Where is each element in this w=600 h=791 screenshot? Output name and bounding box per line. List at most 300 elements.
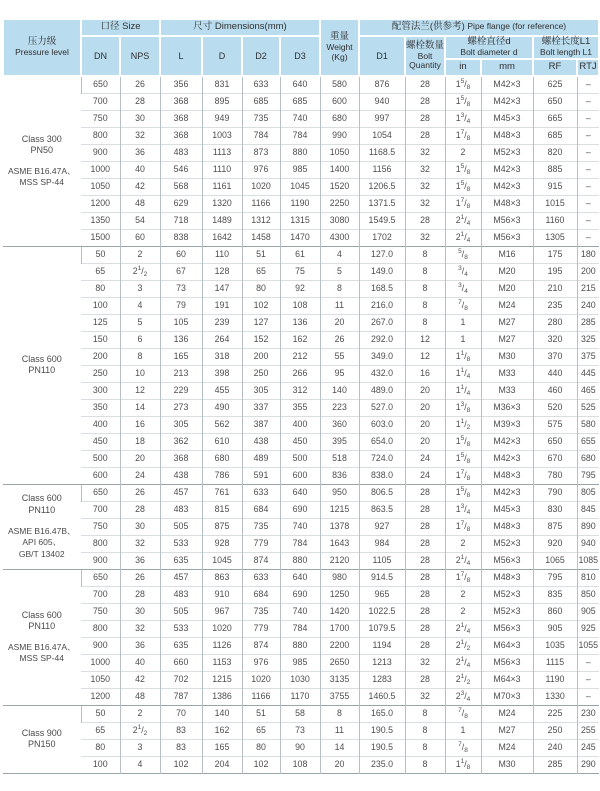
section-class-label: Class 900 PN150: [21, 727, 62, 750]
table-cell: –: [577, 178, 599, 195]
table-cell: 873: [242, 144, 280, 161]
table-cell: M27: [481, 314, 533, 331]
table-cell: 1170: [280, 688, 320, 705]
table-cell: 780: [533, 467, 577, 484]
table-cell: 26: [120, 76, 160, 94]
table-cell: 356: [160, 76, 202, 94]
table-cell: 102: [242, 297, 280, 314]
table-cell: 83: [160, 739, 202, 756]
table-cell: $1^5/_8$: [445, 450, 481, 467]
table-cell: 4: [120, 297, 160, 314]
table-cell: –: [577, 195, 599, 212]
table-cell: 580: [320, 76, 359, 94]
table-row: [3, 501, 599, 518]
table-cell: 20: [120, 450, 160, 467]
table-cell: 779: [242, 535, 280, 552]
table-cell: 28: [405, 552, 445, 569]
table-row: [3, 280, 599, 297]
table-cell: 235.0: [359, 756, 405, 773]
col-header-d3: D3: [280, 36, 320, 76]
table-cell: 28: [405, 212, 445, 229]
col-header-pressure-level: [3, 19, 81, 76]
table-cell: 267.0: [359, 314, 405, 331]
table-cell: 1200: [81, 688, 120, 705]
group-header-bolt-length: [533, 36, 599, 59]
table-cell: 1312: [242, 212, 280, 229]
table-cell: $2^1/_2$: [120, 263, 160, 280]
table-cell: M30: [481, 348, 533, 365]
table-cell: 108: [280, 756, 320, 773]
table-cell: 640: [280, 76, 320, 94]
table-cell: 860: [533, 603, 577, 620]
table-row: [3, 637, 599, 654]
table-cell: M56×3: [481, 620, 533, 637]
table-cell: 700: [81, 93, 120, 110]
table-cell: 635: [160, 637, 202, 654]
table-cell: 40: [120, 654, 160, 671]
table-cell: 1305: [533, 229, 577, 246]
table-cell: 150: [81, 331, 120, 348]
table-cell: 12: [405, 331, 445, 348]
table-cell: 2: [445, 144, 481, 161]
table-cell: 985: [280, 654, 320, 671]
table-cell: 162: [202, 722, 242, 739]
table-cell: 40: [120, 161, 160, 178]
section-label: [3, 705, 81, 773]
table-cell: 1030: [280, 671, 320, 688]
table-cell: 273: [160, 399, 202, 416]
weight-unit: (Kg): [331, 51, 348, 62]
table-cell: M45×3: [481, 110, 533, 127]
table-cell: 1549.5: [359, 212, 405, 229]
table-cell: 1020: [202, 620, 242, 637]
table-cell: $1^1/_2$: [445, 416, 481, 433]
table-cell: 70: [160, 705, 202, 722]
table-cell: 702: [160, 671, 202, 688]
table-cell: 815: [202, 501, 242, 518]
table-cell: $1^3/_4$: [445, 110, 481, 127]
table-cell: 28: [405, 110, 445, 127]
table-cell: 65: [242, 263, 280, 280]
table-cell: 28: [405, 586, 445, 603]
table-cell: 1330: [533, 688, 577, 705]
table-cell: 136: [280, 314, 320, 331]
table-cell: 1: [445, 722, 481, 739]
table-cell: $1^3/_8$: [445, 399, 481, 416]
table-cell: 30: [120, 110, 160, 127]
table-cell: 610: [202, 433, 242, 450]
table-cell: 650: [533, 93, 577, 110]
table-cell: 14: [320, 739, 359, 756]
table-cell: $1^3/_4$: [445, 501, 481, 518]
table-cell: $2^3/_4$: [445, 688, 481, 705]
table-cell: 650: [81, 484, 120, 501]
table-cell: 16: [120, 416, 160, 433]
table-row: [3, 484, 599, 501]
col-header-rtj: RTJ: [577, 59, 599, 76]
table-cell: 215: [577, 280, 599, 297]
table-cell: 984: [359, 535, 405, 552]
group-header-bolt-diameter: [445, 36, 533, 59]
table-cell: 368: [160, 127, 202, 144]
table-cell: 640: [280, 484, 320, 501]
table-body: [3, 76, 599, 774]
table-cell: 600: [280, 467, 320, 484]
table-cell: 102: [160, 756, 202, 773]
table-cell: 680: [320, 110, 359, 127]
table-cell: 28: [405, 620, 445, 637]
table-cell: 79: [160, 297, 202, 314]
table-cell: 967: [202, 603, 242, 620]
bolt-diameter-en: Bolt diameter d: [460, 46, 518, 57]
table-cell: 5: [320, 263, 359, 280]
table-cell: 591: [242, 467, 280, 484]
table-cell: 950: [320, 484, 359, 501]
table-cell: 28: [405, 93, 445, 110]
table-cell: $^3/_4$: [445, 263, 481, 280]
table-cell: 1000: [81, 654, 120, 671]
table-cell: 128: [202, 263, 242, 280]
table-cell: 3755: [320, 688, 359, 705]
table-cell: 73: [280, 722, 320, 739]
table-cell: 500: [81, 450, 120, 467]
table-cell: 54: [120, 212, 160, 229]
table-cell: 8: [120, 348, 160, 365]
table-header: [3, 19, 599, 76]
col-header-weight: [320, 19, 359, 76]
table-cell: 204: [202, 756, 242, 773]
table-cell: 58: [280, 705, 320, 722]
table-row: [3, 535, 599, 552]
table-cell: 633: [242, 569, 280, 586]
table-cell: 1054: [359, 127, 405, 144]
table-cell: 162: [280, 331, 320, 348]
table-row: [3, 467, 599, 484]
table-cell: 580: [577, 416, 599, 433]
table-row: [3, 518, 599, 535]
table-cell: 195: [533, 263, 577, 280]
table-cell: 1110: [202, 161, 242, 178]
table-cell: 1020: [242, 178, 280, 195]
table-cell: 60: [120, 229, 160, 246]
table-cell: 24: [120, 467, 160, 484]
table-cell: 48: [120, 688, 160, 705]
table-cell: 1115: [533, 654, 577, 671]
table-cell: 285: [533, 756, 577, 773]
table-cell: M48×3: [481, 467, 533, 484]
table-cell: 3: [120, 739, 160, 756]
table-cell: 51: [242, 246, 280, 263]
table-cell: 928: [202, 535, 242, 552]
table-cell: 786: [202, 467, 242, 484]
table-cell: 1500: [81, 229, 120, 246]
table-cell: 600: [81, 467, 120, 484]
table-cell: $1^1/_8$: [445, 348, 481, 365]
table-cell: 1378: [320, 518, 359, 535]
table-cell: 625: [533, 76, 577, 94]
table-cell: 65: [81, 263, 120, 280]
table-cell: 320: [533, 331, 577, 348]
table-cell: 250: [242, 365, 280, 382]
table-cell: 1166: [242, 195, 280, 212]
table-cell: 216.0: [359, 297, 405, 314]
table-cell: 20: [405, 416, 445, 433]
table-cell: 1020: [242, 671, 280, 688]
table-cell: 2: [120, 705, 160, 722]
table-cell: 42: [120, 178, 160, 195]
table-cell: 20: [405, 382, 445, 399]
table-cell: 735: [242, 110, 280, 127]
table-cell: $1^1/_8$: [445, 756, 481, 773]
table-cell: 83: [160, 722, 202, 739]
table-cell: 940: [359, 93, 405, 110]
table-cell: 42: [120, 671, 160, 688]
table-cell: M16: [481, 246, 533, 263]
table-row: [3, 348, 599, 365]
table-row: [3, 263, 599, 280]
section-class-label: Class 600 PN110: [21, 353, 62, 376]
table-cell: 684: [242, 586, 280, 603]
pipe-flange-cn: 配管法兰(供参考): [391, 21, 465, 33]
table-cell: 700: [81, 501, 120, 518]
table-cell: 895: [202, 93, 242, 110]
table-cell: 11: [320, 722, 359, 739]
table-cell: 880: [280, 637, 320, 654]
table-cell: $1^5/_8$: [445, 484, 481, 501]
table-cell: 32: [120, 535, 160, 552]
table-cell: 640: [280, 569, 320, 586]
table-cell: 28: [405, 603, 445, 620]
table-cell: $1^5/_8$: [445, 93, 481, 110]
table-cell: 1643: [320, 535, 359, 552]
table-cell: 845: [577, 501, 599, 518]
section-standard-label: ASME B16.47A、 MSS SP-44: [7, 641, 76, 664]
table-cell: 127: [242, 314, 280, 331]
table-cell: 8: [405, 705, 445, 722]
table-cell: 8: [405, 722, 445, 739]
table-cell: $1^1/_4$: [445, 365, 481, 382]
table-cell: 1022.5: [359, 603, 405, 620]
table-cell: 600: [320, 93, 359, 110]
table-cell: 80: [242, 280, 280, 297]
table-cell: 285: [577, 314, 599, 331]
table-cell: 990: [320, 127, 359, 144]
table-cell: 190.5: [359, 722, 405, 739]
table-row: [3, 569, 599, 586]
table-cell: 105: [160, 314, 202, 331]
table-row: [3, 365, 599, 382]
table-cell: $1^1/_4$: [445, 382, 481, 399]
table-cell: 787: [160, 688, 202, 705]
table-cell: 28: [405, 501, 445, 518]
table-cell: 790: [533, 484, 577, 501]
table-row: [3, 603, 599, 620]
table-cell: 900: [81, 144, 120, 161]
table-cell: 660: [160, 654, 202, 671]
table-cell: 655: [577, 433, 599, 450]
table-cell: M24: [481, 739, 533, 756]
table-cell: 32: [405, 161, 445, 178]
table-cell: 800: [81, 127, 120, 144]
table-cell: 650: [81, 76, 120, 94]
table-cell: $1^7/_8$: [445, 127, 481, 144]
bolt-diameter-cn: 螺栓直径d: [467, 36, 511, 47]
bolt-quantity-cn: 螺栓数量: [406, 39, 445, 51]
table-cell: 26: [120, 484, 160, 501]
table-cell: 1085: [577, 552, 599, 569]
table-cell: 73: [160, 280, 202, 297]
table-cell: $2^1/_4$: [445, 229, 481, 246]
table-cell: 450: [280, 433, 320, 450]
table-cell: 483: [160, 586, 202, 603]
table-cell: 875: [533, 518, 577, 535]
table-cell: 438: [242, 433, 280, 450]
table-cell: 16: [405, 365, 445, 382]
table-cell: 863: [202, 569, 242, 586]
table-cell: 1050: [81, 671, 120, 688]
table-cell: 305: [160, 416, 202, 433]
table-cell: 880: [280, 552, 320, 569]
section-label: [3, 569, 81, 705]
table-cell: 874: [242, 552, 280, 569]
table-cell: 127.0: [359, 246, 405, 263]
table-cell: 1065: [533, 552, 577, 569]
table-cell: 457: [160, 484, 202, 501]
group-header-dimensions: 尺寸 Dimensions(mm): [160, 19, 320, 36]
table-cell: 654.0: [359, 433, 405, 450]
table-cell: 61: [280, 246, 320, 263]
table-cell: 102: [242, 756, 280, 773]
table-cell: –: [577, 110, 599, 127]
table-cell: 784: [280, 620, 320, 637]
table-cell: 915: [533, 178, 577, 195]
table-cell: M27: [481, 722, 533, 739]
table-cell: M30: [481, 756, 533, 773]
table-cell: 670: [533, 450, 577, 467]
table-cell: 562: [202, 416, 242, 433]
table-cell: 740: [280, 110, 320, 127]
table-row: [3, 671, 599, 688]
group-header-pipe-flange: [359, 19, 599, 36]
table-cell: 1105: [359, 552, 405, 569]
table-cell: $^3/_4$: [445, 280, 481, 297]
table-cell: 1315: [280, 212, 320, 229]
table-cell: M42×3: [481, 161, 533, 178]
table-cell: 838: [160, 229, 202, 246]
table-cell: 4: [320, 246, 359, 263]
table-cell: M48×3: [481, 569, 533, 586]
table-cell: 724.0: [359, 450, 405, 467]
table-cell: 14: [120, 399, 160, 416]
table-cell: 55: [320, 348, 359, 365]
table-cell: 665: [533, 110, 577, 127]
table-cell: 92: [280, 280, 320, 297]
section-class-label: Class 300 PN50: [21, 133, 62, 156]
table-cell: 489.0: [359, 382, 405, 399]
table-cell: 90: [280, 739, 320, 756]
table-row: [3, 739, 599, 756]
table-cell: 965: [359, 586, 405, 603]
table-cell: 2: [445, 586, 481, 603]
pipe-flange-en: Pipe flange (for reference): [467, 21, 567, 32]
bolt-quantity-en1: Bolt: [417, 50, 433, 61]
table-cell: 505: [160, 518, 202, 535]
table-cell: 48: [120, 195, 160, 212]
table-cell: M27: [481, 331, 533, 348]
table-cell: 362: [160, 433, 202, 450]
table-cell: 8: [320, 280, 359, 297]
table-cell: –: [577, 654, 599, 671]
table-cell: M33: [481, 365, 533, 382]
table-cell: 80: [81, 739, 120, 756]
table-cell: 26: [120, 569, 160, 586]
table-cell: –: [577, 671, 599, 688]
table-cell: M42×3: [481, 484, 533, 501]
table-cell: 305: [242, 382, 280, 399]
table-cell: 900: [81, 552, 120, 569]
table-cell: $1^7/_8$: [445, 518, 481, 535]
table-row: [3, 144, 599, 161]
table-cell: 168.5: [359, 280, 405, 297]
table-row: [3, 416, 599, 433]
table-cell: 885: [533, 161, 577, 178]
table-cell: 700: [81, 586, 120, 603]
table-row: [3, 331, 599, 348]
table-cell: 1470: [280, 229, 320, 246]
table-cell: 28: [405, 535, 445, 552]
table-row: [3, 382, 599, 399]
table-cell: $2^1/_4$: [445, 654, 481, 671]
table-cell: –: [577, 688, 599, 705]
table-cell: 1160: [533, 212, 577, 229]
table-cell: 239: [202, 314, 242, 331]
table-cell: 28: [405, 484, 445, 501]
table-cell: 500: [280, 450, 320, 467]
table-cell: $1^5/_8$: [445, 433, 481, 450]
table-cell: 450: [81, 433, 120, 450]
table-row: [3, 586, 599, 603]
table-cell: 125: [81, 314, 120, 331]
table-cell: –: [577, 144, 599, 161]
table-cell: 165.0: [359, 705, 405, 722]
table-cell: M56×3: [481, 552, 533, 569]
section-label: [3, 246, 81, 484]
table-cell: 210: [533, 280, 577, 297]
table-cell: 863.5: [359, 501, 405, 518]
table-cell: 200: [81, 348, 120, 365]
table-cell: 880: [280, 144, 320, 161]
table-cell: $^5/_8$: [445, 246, 481, 263]
table-cell: 18: [120, 433, 160, 450]
table-cell: 2: [445, 535, 481, 552]
table-cell: 292.0: [359, 331, 405, 348]
col-header-mm: mm: [481, 59, 533, 76]
table-cell: 100: [81, 297, 120, 314]
table-cell: 685: [533, 127, 577, 144]
table-cell: $2^1/_2$: [445, 637, 481, 654]
table-cell: 32: [405, 195, 445, 212]
table-cell: 779: [242, 620, 280, 637]
table-cell: 250: [81, 365, 120, 382]
table-cell: 735: [242, 603, 280, 620]
table-cell: 795: [577, 467, 599, 484]
table-cell: 735: [242, 518, 280, 535]
table-cell: 1045: [202, 552, 242, 569]
table-row: [3, 178, 599, 195]
table-cell: 65: [81, 722, 120, 739]
weight-en: Weight: [326, 42, 353, 53]
table-cell: –: [577, 212, 599, 229]
